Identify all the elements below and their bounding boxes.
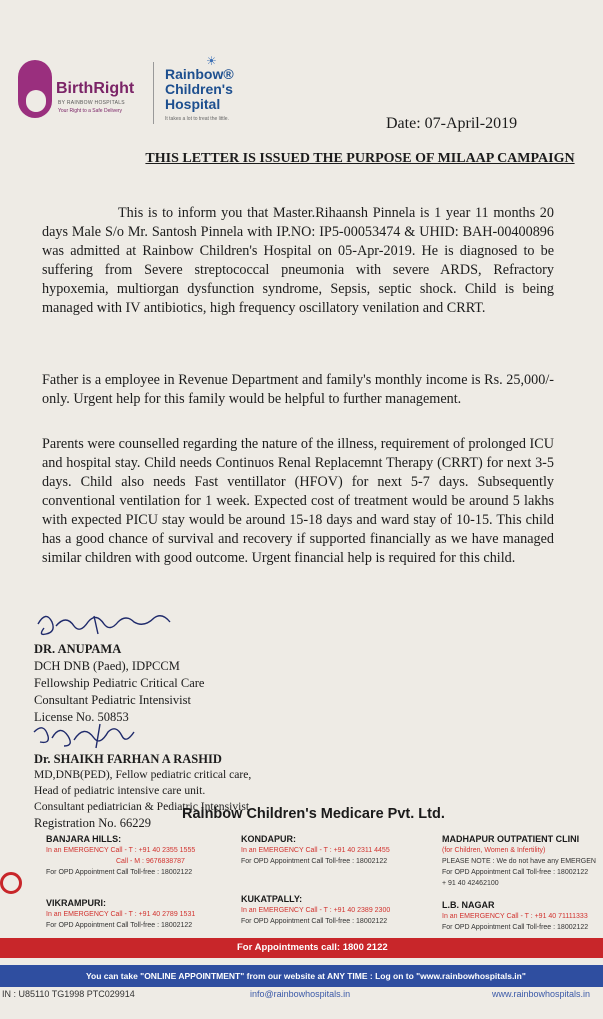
branch-opd: For OPD Appointment Call Toll-free : 18002122: [442, 869, 589, 876]
paragraph-treatment: Parents were counselled regarding the nature of the illness, requirement of prolonged ICU and hospital stay. Child needs Continuos Renal Replacemnt Therapy (CRRT) for next 3-5 days. Child also needs Fast ventillator (HFOV) for next 5-7 days. Subsequently conventional ventilation for 1 week. Expected cost of treatment would be around 5 lakhs with expected PICU stay would be around 15-18 days and ward stay of 10-15. This child has a good chance of survival and recovery if supported financially as we have managed similar children with good outcome. Urgent financial help is required for this child.: [42, 436, 554, 566]
appointments-band: [0, 938, 603, 958]
branch-kondapur: [241, 833, 390, 867]
branch-emergency: In an EMERGENCY Call - T : +91 40 71111333: [442, 913, 588, 920]
branch-opd: For OPD Appointment Call Toll-free : 18002122: [241, 858, 388, 865]
branch-emergency: In an EMERGENCY Call - T : +91 40 2311 4455: [241, 847, 390, 854]
birthright-sub: BY RAINBOW HOSPITALS: [58, 100, 125, 106]
branch-title: MADHAPUR OUTPATIENT CLINI: [442, 834, 580, 844]
branch-lb-nagar: [442, 899, 603, 933]
branch-opd: For OPD Appointment Call Toll-free : 18002122: [241, 918, 388, 925]
signatory-name: DR. ANUPAMA: [34, 642, 122, 656]
branch-notice: PLEASE NOTE : We do not have any EMERGEN: [442, 858, 596, 865]
logo-divider: [153, 62, 154, 124]
branch-madhapur: [442, 833, 603, 889]
rainbow-name: Rainbow® Children's Hospital: [165, 66, 234, 112]
branch-emergency: In an EMERGENCY Call - T : +91 40 2389 2300: [241, 907, 391, 914]
rainbow-logo: [162, 56, 272, 126]
birthright-logo: [18, 58, 148, 122]
branch-title: KUKATPALLY:: [241, 894, 303, 904]
paragraph-family: Father is a employee in Revenue Department and family's monthly income is Rs. 25,000/- only. Urgent help for this family would be helpful to further management.: [42, 372, 554, 407]
signatory-line: Consultant Pediatric Intensivist: [34, 693, 191, 707]
birthright-logo-icon: [18, 60, 52, 118]
letter-date: Date: 07-April-2019: [386, 115, 518, 132]
branch-vikrampuri: [46, 897, 195, 931]
footer-email[interactable]: info@rainbowhospitals.in: [250, 989, 351, 999]
signatory-name: Dr. SHAIKH FARHAN A RASHID: [34, 752, 222, 766]
rainbow-tagline: It takes a lot to treat the little.: [165, 116, 229, 122]
signatory-line: Registration No. 66229: [34, 816, 152, 830]
branch-opd: For OPD Appointment Call Toll-free : 18002122: [46, 869, 193, 876]
branch-note: (for Children, Women & Infertility): [442, 847, 546, 854]
branch-opd: For OPD Appointment Call Toll-free : 18002122: [46, 922, 193, 929]
appointments-text: For Appointments call: 1800 2122: [237, 942, 388, 953]
signatory-line: MD,DNB(PED), Fellow pediatric critical care,: [34, 768, 252, 781]
branch-title: VIKRAMPURI:: [46, 898, 106, 908]
rainbow-sun-icon: ☀: [206, 54, 217, 68]
signatory-line: Head of pediatric intensive care unit.: [34, 784, 206, 797]
birthright-name: BirthRight: [56, 80, 135, 97]
paragraph-diagnosis: This is to inform you that Master.Rihaansh Pinnela is 1 year 11 months 20 days Male S/o Mr. Santosh Pinnela with IP.NO: IP5-00053474 & UHID: BAH-00400896 was admitted at Rainbow Children's Hospital on 05-Apr-2019. He is diagnosed to be suffering from Severe streptococcal pneumonia with severe ARDS, Refractory hypoxemia, multiorgan dysfunction syndrome, Sepsis, septic shock. Child is being managed with IV antibiotics, high frequency oscillatory venilation and CRRT.: [42, 205, 554, 316]
signatory-anupama: [34, 641, 204, 726]
branch-title: BANJARA HILLS:: [46, 834, 122, 844]
branch-emergency: In an EMERGENCY Call - T : +91 40 2789 1531: [46, 911, 196, 918]
branch-emergency: In an EMERGENCY Call - T : +91 40 2355 1555: [46, 847, 196, 854]
branch-opd: For OPD Appointment Call Toll-free : 18002122: [442, 924, 589, 931]
online-appointment-band: [0, 965, 603, 987]
branch-kukatpally: [241, 893, 390, 927]
branch-banjara-hills: [46, 833, 195, 878]
branch-contacts: [0, 829, 603, 941]
branch-phone: + 91 40 42462100: [442, 880, 499, 887]
company-name: Rainbow Children's Medicare Pvt. Ltd.: [182, 806, 445, 822]
signatory-line: Consultant pediatrician & Pediatric Intensivist: [34, 800, 250, 813]
footer-cin: IN : U85110 TG1998 PTC029914: [2, 989, 135, 999]
online-appointment-text: You can take "ONLINE APPOINTMENT" from our website at ANY TIME : Log on to "www.rainbowhospitals.in": [86, 971, 526, 981]
signatory-line: License No. 50853: [34, 710, 129, 724]
signatory-line: Fellowship Pediatric Critical Care: [34, 676, 205, 690]
branch-title: KONDAPUR:: [241, 834, 296, 844]
birthright-tagline: Your Right to a Safe Delivery: [58, 108, 123, 114]
branch-title: L.B. NAGAR: [442, 900, 495, 910]
signatory-line: DCH DNB (Paed), IDPCCM: [34, 659, 180, 673]
letter-subject: THIS LETTER IS ISSUED THE PURPOSE OF MILAAP CAMPAIGN: [145, 151, 575, 166]
signature-anupama: [34, 604, 184, 644]
branch-mobile: Call - M : 9676838787: [116, 858, 185, 865]
footer-website[interactable]: www.rainbowhospitals.in: [492, 989, 591, 999]
